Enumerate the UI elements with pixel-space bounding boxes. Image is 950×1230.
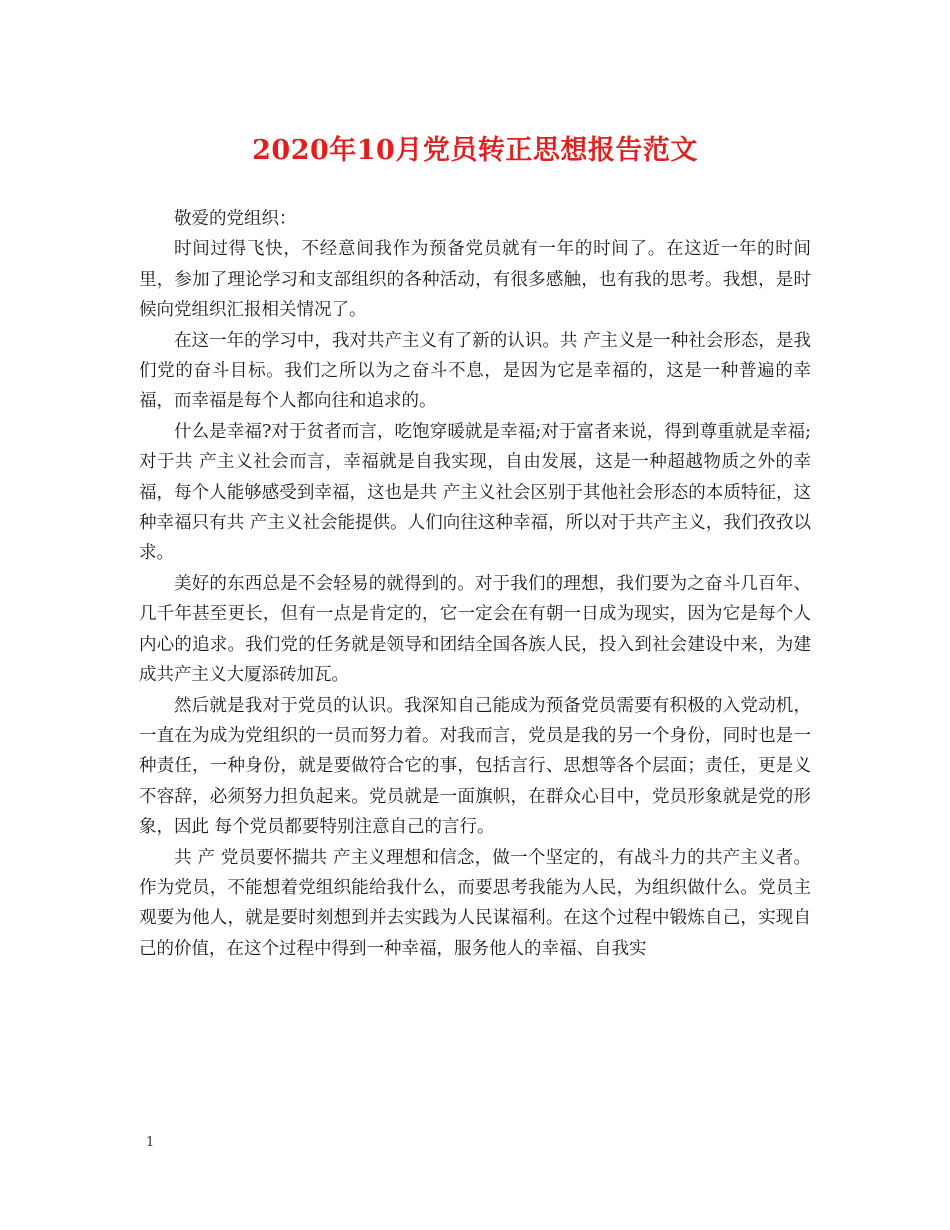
paragraph-3: 什么是幸福?对于贫者而言，吃饱穿暖就是幸福;对于富者来说，得到尊重就是幸福;对于共 产主义社会而言，幸福就是自我实现，自由发展，这是一种超越物质之外的幸福，每个人能够感受到幸福，这也是共 产主义社会区别于其他社会形态的本质特征，这种幸福只有共 产主义社会能提供。人们向往这种幸福，所以对于共产主义，我们孜孜以求。 (139, 421, 811, 564)
document-body (139, 204, 811, 964)
salutation: 敬爱的党组织： (174, 209, 297, 229)
paragraph-6: 共 产 党员要怀揣共 产主义理想和信念，做一个坚定的，有战斗力的共产主义者。作为党员，不能想着党组织能给我什么，而要思考我能为人民，为组织做什么。党员主观要为他人，就是要时刻想到并去实践为人民谋福利。在这个过程中锻炼自己，实现自己的价值，在这个过程中得到一种幸福，服务他人的幸福、自我实 (139, 847, 811, 959)
document-title: 2020年10月党员转正思想报告范文 (252, 135, 698, 166)
paragraph-4: 美好的东西总是不会轻易的就得到的。对于我们的理想，我们要为之奋斗几百年、几千年甚至更长，但有一点是肯定的，它一定会在有朝一日成为现实，因为它是每个人内心的追求。我们党的任务就是领导和团结全国各族人民，投入到社会建设中来，为建成共产主义大厦添砖加瓦。 (139, 573, 811, 686)
paragraph-2: 在这一年的学习中，我对共产主义有了新的认识。共 产主义是一种社会形态，是我们党的奋斗目标。我们之所以为之奋斗不息，是因为它是幸福的，这是一种普遍的幸福，而幸福是每个人都向往和追求的。 (139, 330, 811, 412)
page-number: 1 (146, 1135, 155, 1150)
paragraph-1: 时间过得飞快，不经意间我作为预备党员就有一年的时间了。在这近一年的时间里，参加了理论学习和支部组织的各种活动，有很多感触，也有我的思考。我想，是时候向党组织汇报相关情况了。 (139, 239, 811, 321)
paragraph-5: 然后就是我对于党员的认识。我深知自己能成为预备党员需要有积极的入党动机，一直在为成为党组织的一员而努力着。对我而言，党员是我的另一个身份，同时也是一种责任，一种身份，就是要做符合它的事，包括言行、思想等各个层面；责任，更是义不容辞，必须努力担负起来。党员就是一面旗帜，在群众心目中，党员形象就是党的形象，因此 每个党员都要特别注意自己的言行。 (139, 695, 811, 838)
